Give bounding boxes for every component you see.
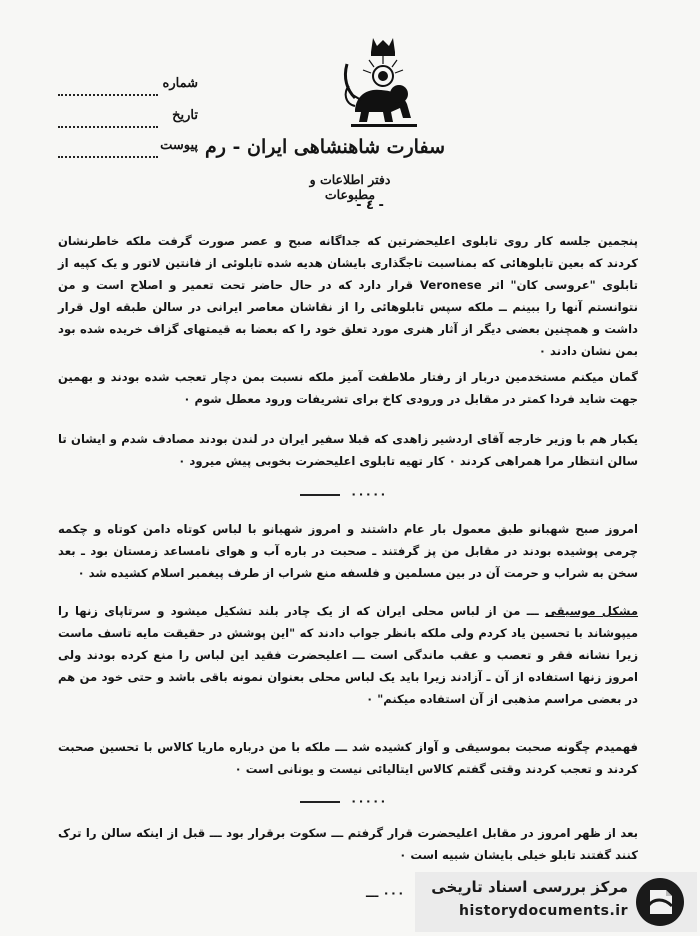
paragraph-5-text: ـــ من از لباس محلی ایران که از یک چادر بلند تشکیل میشود و سرتاپای زنها را میپوشاند با تحسین یاد کردم ولی ملکه بانظر جواب دادند که "این پوشش در حقیقت مایه تاسف ماست زیرا نشانه فقر و تعصب و عقب ماندگی است ـــ اعلیحضرت فقید این لباس را منع کرده بودند ولی امروز زنها استفاده از آن ـ آزادند زیرا باید یک لباس محلی بعنوان نمونه باقی باشد و حتی خود من هم در بعضی مراسم مذهبی از آن استفاده میکنم" ٠ [58,604,638,706]
paragraph-7: بعد از ظهر امروز در مقابل اعلیحضرت قرار گرفتم ـــ سکوت برقرار بود ـــ قبل از اینکه سالن را ترک کنند گفتند تابلو خیلی بایشان شبیه است ٠ [58,826,638,862]
paragraph-5 [58,600,638,710]
lion-and-sun-emblem [333,34,433,134]
end-mark: ٠٠٠ ـــ [366,886,405,900]
paragraph-2: گمان میکنم مستخدمین دربار از رفتار ملاطفت آمیز ملکه نسبت بمن دچار تعجب شده بودند و بهمین جهت شاید فردا کمتر در مقابل در ورودی کاخ برای تشریفات ورود معطل شوم ٠ [58,370,638,406]
page-number: - ٤ - [356,198,384,213]
number-field [58,76,198,98]
paragraph-1: پنجمین جلسه کار روی تابلوی اعلیحضرتین که جداگانه صبح و عصر صورت گرفت ملکه خاطرنشان کردند که بعین تابلوهائی که بمناسبت تاجگذاری بایشان هدیه شده تابلوئی از فانتین لاتور و یک کپیه از تابلوی "عروسی کان" اثر Veronese قرار دارد که در حال حاضر تحت تعمیر و اصلاح است و من نتوانستم آنها را ببینم ــ ملکه سپس تابلوهائی را از نقاشان معاصر ایرانی در سالن طبقه اول قرار داشت و همچنین بعضی دیگر از آثار هنری مورد تعلق خود را که بعضا به قیمتهای گزاف خریده شده بود بمن نشان دادند ٠ [58,234,638,358]
number-label: شماره [162,76,198,91]
date-field [58,108,198,130]
paragraph-6: فهمیدم چگونه صحبت بموسیقی و آواز کشیده شد ـــ ملکه با من درباره ماریا کالاس با تحسین صحبت کردند و تعجب کردند وقتی گفتم کالاس ایتالیائی نیست و یونانی است ٠ [58,740,638,776]
date-label: تاریخ [172,108,198,123]
separator-2 [300,794,387,808]
office-title: دفتر اطلاعات و مطبوعات [309,172,391,202]
watermark-url: historydocuments.ir [459,903,628,919]
embassy-title: سفارت شاهنشاهی ایران - رم [204,136,445,158]
attachment-field [58,138,198,160]
paragraph-3: یکبار هم با وزیر خارجه آقای اردشیر زاهدی که قبلا سفیر ایران در لندن بودند مصادف شدم و ایشان تا سالن انتظار مرا همراهی کردند ٠ کار تهیه تابلوی اعلیحضرت بخوبی پیش میرود ٠ [58,432,638,468]
watermark-name: مرکز بررسی اسناد تاریخی [431,878,628,896]
separator-1-dots: ٠٠٠٠٠ [350,487,387,501]
paragraph-4: امروز صبح شهبانو طبق معمول بار عام داشتند و امروز شهبانو با لباس کوتاه دامن کوتاه و چکمه چرمی پوشیده بودند در مقابل من پز گرفتند ـ صحبت در باره آب و هوای نامساعد زمستان بود ـ بعد سخن به شراب و حرمت آن در بین مسلمین و فلسفه منع شراب از طرف پیغمبر اسلام کشیده شد ٠ [58,522,638,580]
separator-1 [300,487,387,501]
separator-2-dots: ٠٠٠٠٠ [350,794,387,808]
attachment-label: پیوست [160,138,198,153]
document-archive-logo-icon [634,876,686,928]
paragraph-5-lead: مشکل موسیقی [544,604,639,618]
